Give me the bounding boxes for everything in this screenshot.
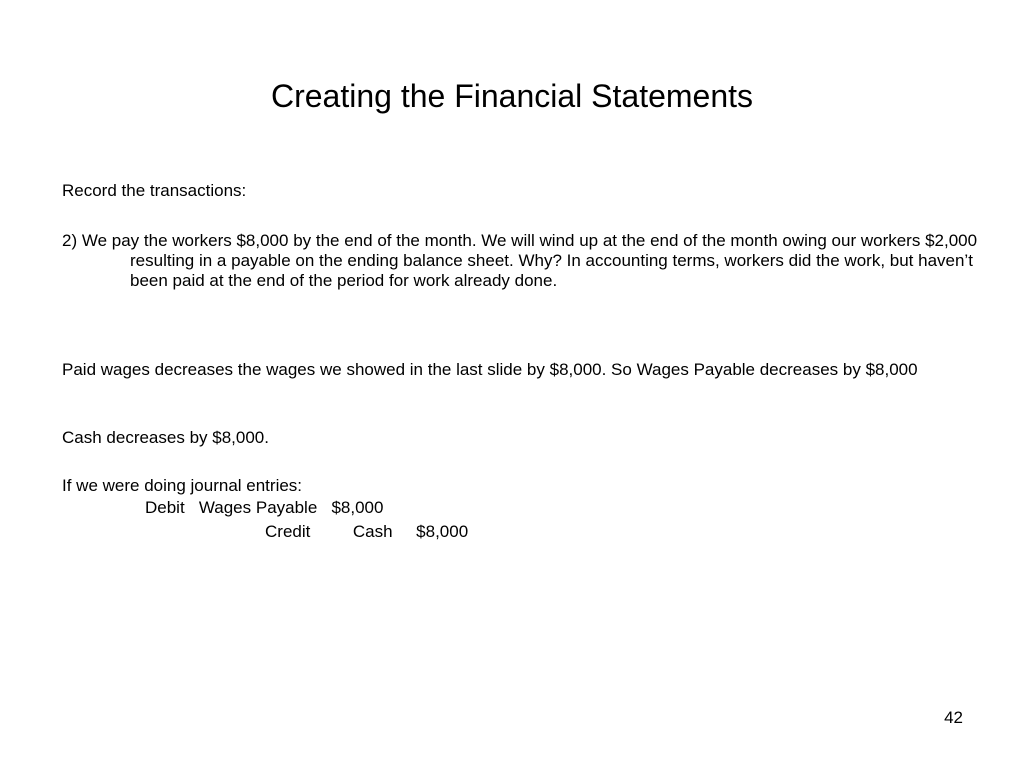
credit-entry: Credit Cash $8,000 bbox=[265, 522, 469, 541]
intro-text: Record the transactions: bbox=[62, 181, 247, 200]
slide-title: Creating the Financial Statements bbox=[270, 78, 754, 114]
journal-intro-text: If we were doing journal entries: bbox=[62, 476, 303, 495]
cash-text: Cash decreases by $8,000. bbox=[62, 428, 269, 447]
debit-entry: Debit Wages Payable $8,000 bbox=[145, 498, 384, 517]
paid-wages-text: Paid wages decreases the wages we showed in the last slide by $8,000. So Wages Payable decreases by $8,000 bbox=[62, 360, 918, 379]
transaction-item-2: 2) We pay the workers $8,000 by the end of the month. We will wind up at the end of the month owing our workers $2,000 resulting in a payable on the ending balance sheet. Why? In accounting terms, workers did the work, but haven’t been paid at the end of the period for work already done. bbox=[62, 231, 978, 290]
page-number: 42 bbox=[944, 708, 963, 727]
